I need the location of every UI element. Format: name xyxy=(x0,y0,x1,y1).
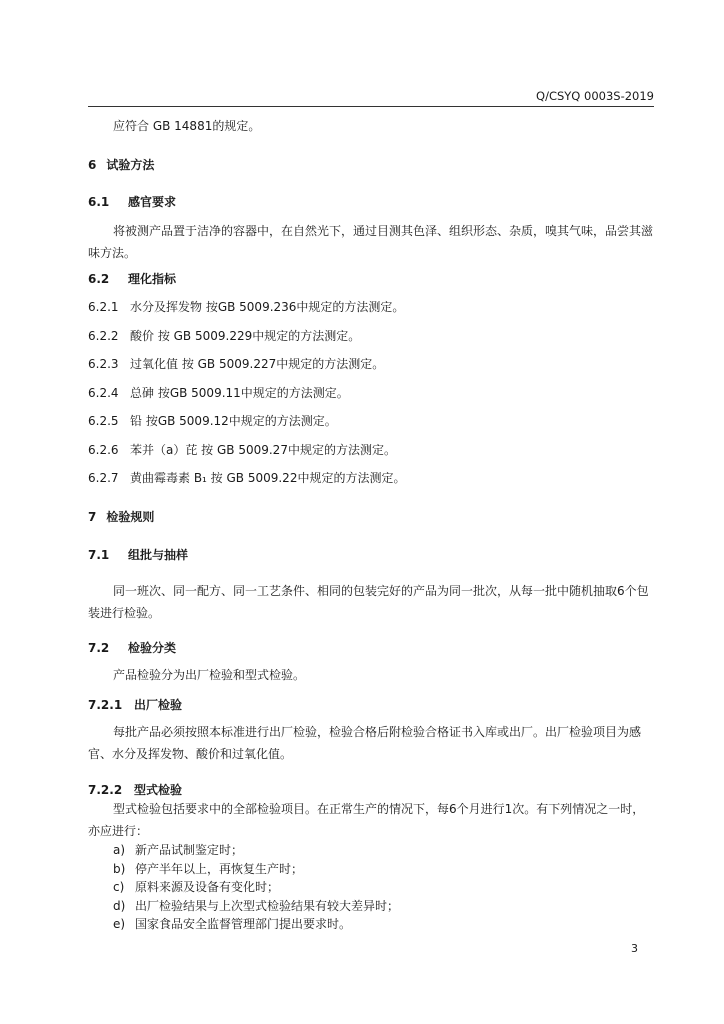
section-number: 6.2 xyxy=(88,272,110,286)
section-title: 试验方法 xyxy=(106,158,155,172)
item-number: 6.2.5 xyxy=(88,414,119,428)
section-title: 出厂检验 xyxy=(134,698,183,712)
section-7-2-heading xyxy=(88,637,654,659)
item-6-2-4 xyxy=(88,382,654,404)
item-6-2-2 xyxy=(88,325,654,347)
section-number: 7 xyxy=(88,510,97,524)
item-text: 黄曲霉毒素 B₁ 按 GB 5009.22中规定的方法测定。 xyxy=(130,471,406,485)
section-6-heading xyxy=(88,154,654,176)
list-marker: b) xyxy=(113,862,126,876)
item-6-2-3 xyxy=(88,353,654,375)
section-number: 7.2.1 xyxy=(88,698,123,712)
item-text: 过氧化值 按 GB 5009.227中规定的方法测定。 xyxy=(130,357,385,371)
item-text: 酸价 按 GB 5009.229中规定的方法测定。 xyxy=(130,329,361,343)
section-7-1-heading xyxy=(88,544,654,566)
header-rule xyxy=(88,106,654,107)
item-number: 6.2.6 xyxy=(88,443,119,457)
page-number: 3 xyxy=(631,942,638,955)
item-number: 6.2.4 xyxy=(88,386,119,400)
list-marker: d) xyxy=(113,899,126,913)
list-text: 新产品试制鉴定时； xyxy=(135,843,244,857)
item-6-2-5 xyxy=(88,410,654,432)
section-title: 型式检验 xyxy=(134,783,183,797)
list-marker: a) xyxy=(113,843,126,857)
item-text: 铅 按GB 5009.12中规定的方法测定。 xyxy=(130,414,337,428)
section-6-1-paragraph: 将被测产品置于洁净的容器中，在自然光下，通过目测其色泽、组织形态、杂质，嗅其气味，品尝其滋味方法。 xyxy=(88,224,654,260)
section-7-heading xyxy=(88,506,654,528)
item-number: 6.2.1 xyxy=(88,300,119,314)
section-title: 感官要求 xyxy=(128,195,177,209)
item-text: 水分及挥发物 按GB 5009.236中规定的方法测定。 xyxy=(130,300,405,314)
item-6-2-6 xyxy=(88,439,654,461)
list-marker: e) xyxy=(113,917,126,931)
section-6-1-heading xyxy=(88,191,654,213)
section-7-2-paragraph: 产品检验分为出厂检验和型式检验。 xyxy=(113,668,306,682)
section-number: 6 xyxy=(88,158,97,172)
item-text: 苯并（a）芘 按 GB 5009.27中规定的方法测定。 xyxy=(130,443,396,457)
section-number: 7.2.2 xyxy=(88,783,123,797)
list-item-e xyxy=(113,913,351,935)
section-number: 7.1 xyxy=(88,548,110,562)
list-text: 停产半年以上，再恢复生产时； xyxy=(135,862,304,876)
list-text: 国家食品安全监督管理部门提出要求时。 xyxy=(135,917,352,931)
section-number: 6.1 xyxy=(88,195,110,209)
intro-paragraph: 应符合 GB 14881的规定。 xyxy=(113,119,261,133)
section-7-2-1-paragraph: 每批产品必须按照本标准进行出厂检验，检验合格后附检验合格证书入库或出厂。出厂检验项目为感官、水分及挥发物、酸价和过氧化值。 xyxy=(88,725,642,761)
list-text: 原料来源及设备有变化时； xyxy=(135,880,280,894)
item-6-2-1 xyxy=(88,296,654,318)
section-7-1-paragraph: 同一班次、同一配方、同一工艺条件、相同的包装完好的产品为同一批次，从每一批中随机抽取6个包装进行检验。 xyxy=(88,584,649,620)
section-title: 组批与抽样 xyxy=(128,548,189,562)
section-6-2-heading xyxy=(88,268,654,290)
section-title: 检验分类 xyxy=(128,641,177,655)
section-title: 检验规则 xyxy=(106,510,155,524)
document-code: Q/CSYQ 0003S-2019 xyxy=(536,89,654,103)
list-marker: c) xyxy=(113,880,125,894)
item-number: 6.2.7 xyxy=(88,471,119,485)
section-7-2-1-heading xyxy=(88,694,654,716)
section-title: 理化指标 xyxy=(128,272,177,286)
section-number: 7.2 xyxy=(88,641,110,655)
item-6-2-7 xyxy=(88,467,654,489)
list-text: 出厂检验结果与上次型式检验结果有较大差异时； xyxy=(135,899,400,913)
section-7-2-2-paragraph: 型式检验包括要求中的全部检验项目。在正常生产的情况下，每6个月进行1次。有下列情况之一时，亦应进行： xyxy=(88,802,645,838)
item-number: 6.2.2 xyxy=(88,329,119,343)
item-number: 6.2.3 xyxy=(88,357,119,371)
item-text: 总砷 按GB 5009.11中规定的方法测定。 xyxy=(130,386,349,400)
